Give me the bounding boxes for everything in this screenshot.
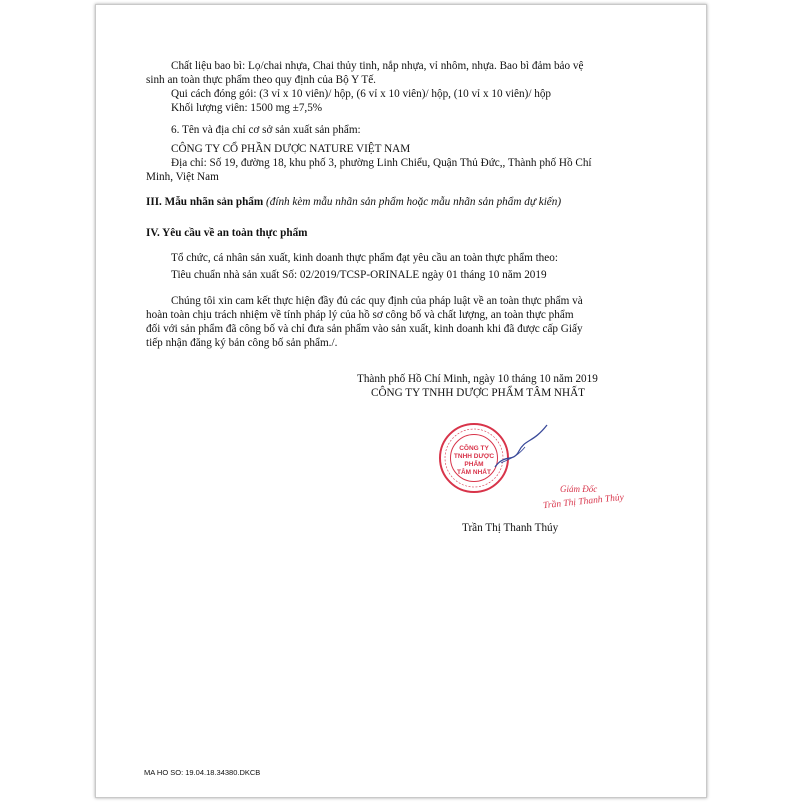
requirement-line: Tổ chức, cá nhân sản xuất, kinh doanh thực phẩm đạt yêu cầu an toàn thực phẩm theo:: [171, 252, 558, 264]
manufacturer-address-line-1: Địa chỉ: Số 19, đường 18, khu phố 3, phường Linh Chiểu, Quận Thủ Đức,, Thành phố Hồ Chí: [171, 157, 592, 169]
place-and-date: Thành phố Hồ Chí Minh, ngày 10 tháng 10 năm 2019: [357, 373, 598, 385]
manufacturer-name: CÔNG TY CỔ PHẦN DƯỢC NATURE VIỆT NAM: [171, 143, 411, 155]
document-page: [95, 4, 707, 798]
commitment-line-1: Chúng tôi xin cam kết thực hiện đầy đủ các quy định của pháp luật về an toàn thực phẩm và: [171, 295, 583, 307]
section-4-heading: IV. Yêu cầu về an toàn thực phẩm: [146, 227, 308, 239]
standard-line: Tiêu chuẩn nhà sản xuất Số: 02/2019/TCSP-ORINALE ngày 01 tháng 10 năm 2019: [171, 269, 547, 281]
section-3-title: III. Mẫu nhãn sản phẩm: [146, 196, 264, 208]
section-3-note: (đính kèm mẫu nhãn sản phẩm hoặc mẫu nhãn sản phẩm dự kiến): [266, 196, 562, 208]
commitment-line-2: hoàn toàn chịu trách nhiệm về tính pháp lý của hồ sơ công bố và chất lượng, an toàn thực phẩm: [146, 309, 574, 321]
seal-text-3: TÂM NHẤT: [457, 469, 491, 476]
signer-stamp-name: Trần Thị Thanh Thủy: [542, 492, 625, 512]
signer-name: Trần Thị Thanh Thúy: [462, 522, 559, 534]
section-3-heading: [146, 196, 561, 209]
company-name: CÔNG TY TNHH DƯỢC PHẨM TÂM NHẤT: [371, 387, 586, 399]
tablet-weight-line: Khối lượng viên: 1500 mg ±7,5%: [171, 102, 323, 114]
file-number: MA HO SO: 19.04.18.34380.DKCB: [144, 768, 261, 777]
seal-text-1: CÔNG TY: [459, 445, 489, 452]
signature-scribble-icon: [491, 423, 551, 473]
packing-spec-line: Qui cách đóng gói: (3 vỉ x 10 viên)/ hộp, (6 vỉ x 10 viên)/ hộp, (10 vỉ x 10 viên)/ hộp: [171, 88, 552, 100]
signer-title: Giám Đốc: [560, 484, 598, 494]
commitment-line-4: tiếp nhận đăng ký bản công bố sản phẩm./.: [146, 337, 338, 349]
packaging-material-line-2: sinh an toàn thực phẩm theo quy định của Bộ Y Tế.: [146, 74, 376, 86]
manufacturer-address-line-2: Minh, Việt Nam: [146, 171, 219, 183]
commitment-line-3: đối với sản phẩm đã công bố và chỉ đưa sản phẩm vào sản xuất, kinh doanh khi đã được cấp Giấy: [146, 323, 583, 335]
manufacturer-heading: 6. Tên và địa chỉ cơ sở sản xuất sản phẩm:: [171, 124, 361, 136]
seal-text-2: TNHH DƯỢC PHẨM: [453, 453, 495, 468]
packaging-material-line-1: Chất liệu bao bì: Lọ/chai nhựa, Chai thủy tinh, nắp nhựa, vỉ nhôm, nhựa. Bao bì đảm bảo vệ: [171, 60, 584, 72]
